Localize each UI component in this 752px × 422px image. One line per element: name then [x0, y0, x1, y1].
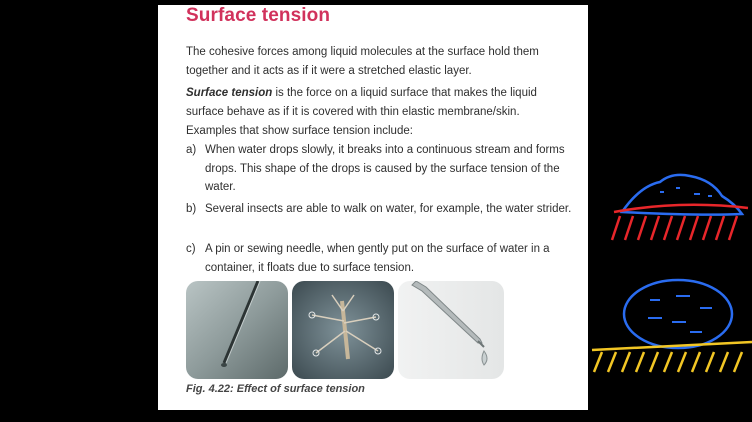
examples-intro: Examples that show surface tension include: [186, 125, 413, 137]
drop-on-surface-sketch [612, 175, 748, 240]
list-text: When water drops slowly, it breaks into a continuous stream and forms drops. This shape of the drops is caused by the surface tension of the water. [205, 144, 565, 193]
list-marker: b) [186, 203, 197, 215]
definition-text: is the force on a liquid surface that makes the liquid surface behave as if it is covered with thin elastic membrane/skin. [186, 87, 537, 118]
list-marker: a) [186, 144, 197, 156]
definition-term: Surface tension [186, 87, 273, 99]
page-title: Surface tension [186, 5, 331, 26]
list-text: Several insects are able to walk on water, for example, the water strider. [205, 203, 572, 215]
drop-shape-sketch [592, 280, 752, 372]
list-marker: c) [186, 243, 196, 255]
intro-paragraph: The cohesive forces among liquid molecules at the surface hold them together and it acts as if it were a stretched elastic layer. [186, 46, 539, 77]
list-text: A pin or sewing needle, when gently put on the surface of water in a container, it floats due to surface tension. [205, 243, 550, 274]
figure-caption: Fig. 4.22: Effect of surface tension [186, 383, 365, 395]
